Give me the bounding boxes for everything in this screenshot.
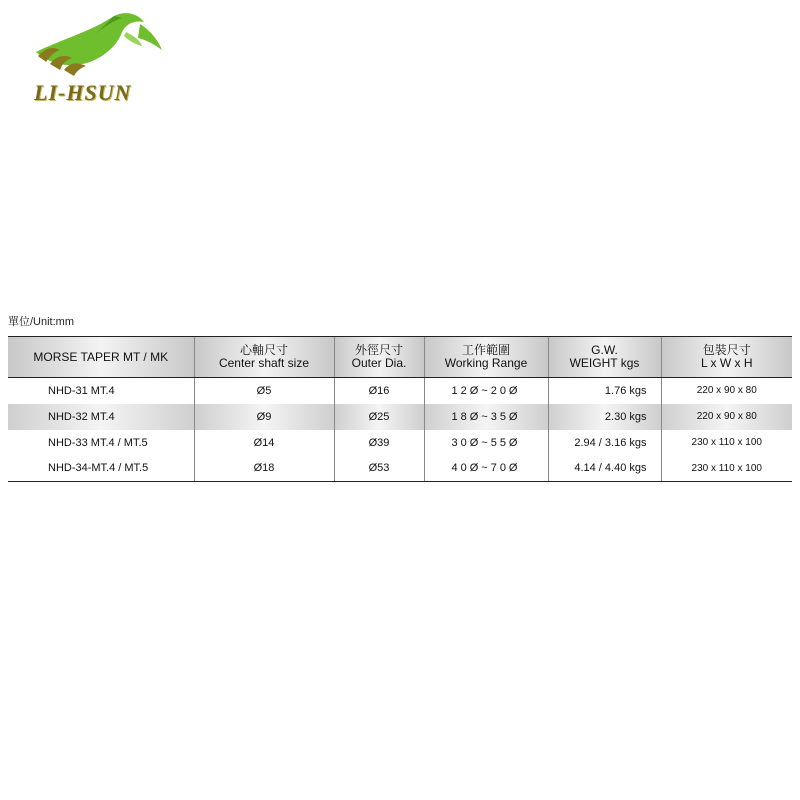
header-label: Center shaft size <box>218 356 310 370</box>
header-label: MORSE TAPER MT / MK <box>33 349 169 364</box>
header-label-zh: 工作範圍 <box>461 343 510 357</box>
table-row <box>8 430 792 456</box>
header-label-zh: G.W. <box>591 343 618 357</box>
cell-outer: Ø53 <box>334 456 424 482</box>
header-label: WEIGHT kgs <box>569 356 640 370</box>
header-label: Working Range <box>444 356 528 370</box>
header-outer-dia <box>334 337 424 378</box>
cell-weight: 2.94 / 3.16 kgs <box>548 430 661 456</box>
cell-model: NHD-32 MT.4 <box>8 404 194 430</box>
spec-table <box>8 336 792 482</box>
header-weight <box>548 337 661 378</box>
table-row <box>8 404 792 430</box>
bird-logo-icon <box>30 10 170 85</box>
table-row <box>8 378 792 404</box>
brand-logo <box>30 10 170 105</box>
cell-dims: 230 x 110 x 100 <box>661 456 792 482</box>
table-row <box>8 456 792 482</box>
unit-label: 單位/Unit:mm <box>8 316 74 328</box>
cell-dims: 220 x 90 x 80 <box>661 378 792 404</box>
header-package-size <box>661 337 792 378</box>
header-label-zh: 心軸尺寸 <box>239 343 288 357</box>
cell-range: 40Ø~70Ø <box>424 456 548 482</box>
table-header-row <box>8 337 792 378</box>
cell-model: NHD-31 MT.4 <box>48 384 115 397</box>
cell-outer: Ø25 <box>334 404 424 430</box>
cell-range: 12Ø~20Ø <box>424 378 548 404</box>
cell-range: 30Ø~55Ø <box>424 430 548 456</box>
cell-shaft: Ø14 <box>194 430 334 456</box>
header-working-range <box>424 337 548 378</box>
cell-weight: 2.30 kgs <box>548 404 661 430</box>
brand-name: LI-HSUN <box>34 80 132 105</box>
header-center-shaft <box>194 337 334 378</box>
cell-shaft: Ø18 <box>194 456 334 482</box>
cell-outer: Ø39 <box>334 430 424 456</box>
cell-weight: 1.76 kgs <box>548 378 661 404</box>
cell-model: NHD-34-MT.4 / MT.5 <box>8 456 194 482</box>
cell-shaft: Ø9 <box>194 404 334 430</box>
cell-outer: Ø16 <box>334 378 424 404</box>
cell-model: NHD-33 MT.4 / MT.5 <box>48 436 148 449</box>
cell-dims: 220 x 90 x 80 <box>661 404 792 430</box>
header-morse-taper <box>8 337 194 378</box>
cell-range: 18Ø~35Ø <box>424 404 548 430</box>
cell-weight: 4.14 / 4.40 kgs <box>548 456 661 482</box>
cell-dims: 230 x 110 x 100 <box>661 430 792 456</box>
header-label-zh: 外徑尺寸 <box>354 343 403 357</box>
header-label: L x W x H <box>700 356 753 370</box>
cell-shaft: Ø5 <box>194 378 334 404</box>
header-label: Outer Dia. <box>351 356 407 370</box>
header-label-zh: 包裝尺寸 <box>702 343 751 357</box>
